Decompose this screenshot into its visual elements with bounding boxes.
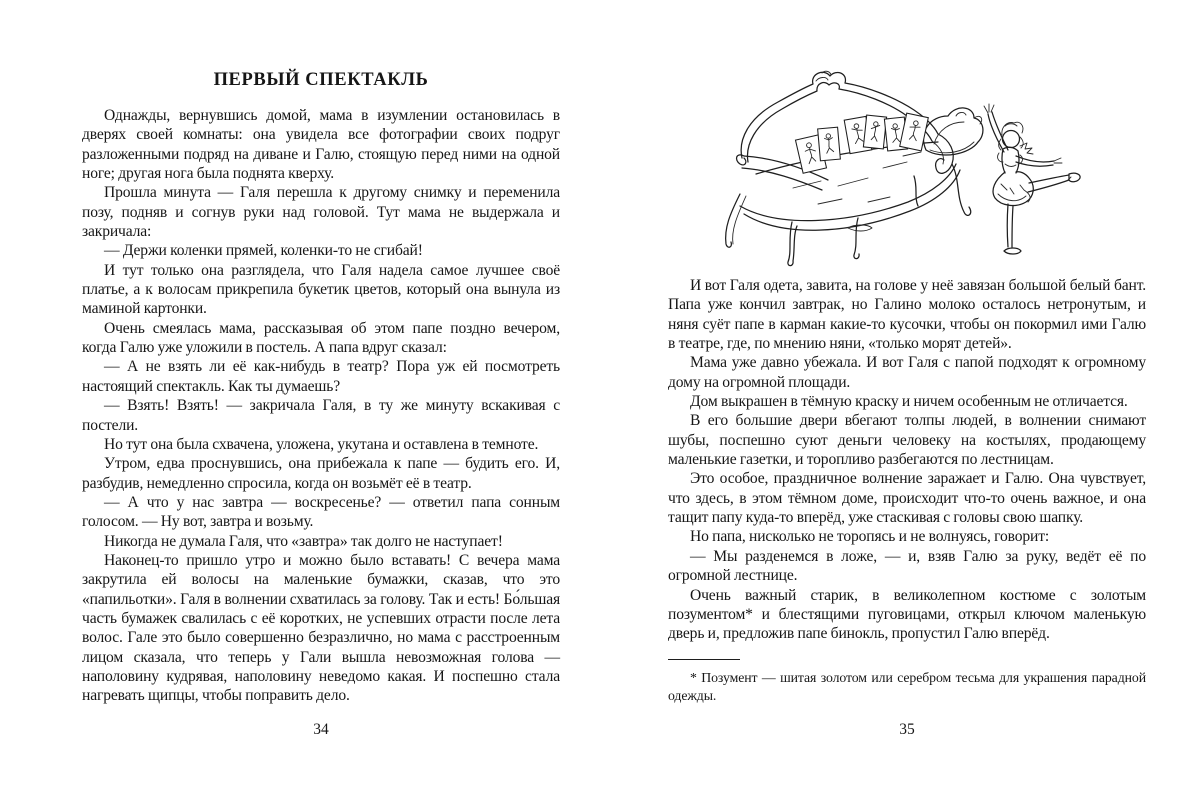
- chapter-title: ПЕРВЫЙ СПЕКТАКЛЬ: [213, 70, 429, 90]
- photo-card: [863, 115, 886, 149]
- footnote-divider: [668, 659, 740, 660]
- page-number-left: 34: [313, 721, 329, 738]
- paragraph: Но тут она была схвачена, уложена, укутана и оставлена в темноте.: [104, 435, 539, 453]
- paragraph: Это особое, праздничное волнение заражает и Галю. Она чувствует, что здесь, в этом тёмном доме, происходит что-то очень важное, и она тащит папу куда-то вперёд, уже стаскивая с головы свою шапку.: [668, 470, 1146, 527]
- paragraph: — Взять! Взять! — закричала Галя, в ту же минуту вскакивая с постели.: [82, 397, 560, 434]
- paragraph: Очень важный старик, в великолепном костюме с золотым позументом* и блестящими пуговицами, открыл ключом маленькую дверь и, предложив папе бинокль, пропустил Галю вперёд.: [668, 586, 1146, 643]
- page-right: [668, 276, 1146, 705]
- paragraph: — Держи коленки прямей, коленки-то не сгибай!: [104, 242, 423, 260]
- paragraph: В его большие двери вбегают толпы людей, в волнении снимают шубы, поспешно суют деньги человеку на костылях, продающему маленькие газетки, и торопливо разбегаются по лестницам.: [668, 412, 1146, 469]
- page-number-right: 35: [899, 721, 915, 738]
- paragraph: Прошла минута — Галя перешла к другому снимку и переменила позу, подняв и согнув руки над головой. Тут мама не выдержала и закричала:: [82, 184, 560, 241]
- footnote-block: [668, 659, 1146, 705]
- footnote: * Позумент — шитая золотом или серебром тесьма для украшения парадной одежды.: [668, 669, 1146, 703]
- paragraph: Дом выкрашен в тёмную краску и ничем особенным не отличается.: [690, 393, 1128, 411]
- paragraph: Мама уже давно убежала. И вот Галя с папой подходят к огромному дому на огромной площади.: [668, 354, 1146, 391]
- paragraph: И вот Галя одета, завита, на голове у неё завязан большой белый бант. Папа уже кончил завтрак, но Галино молоко осталось нетронутым, и няня суёт папе в карман какие-то кусочки, чтобы он покормил ими Галю в театре, где, по мнению няни, «только морят детей».: [668, 277, 1146, 353]
- paragraph: Очень смеялась мама, рассказывая об этом папе поздно вечером, когда Галю уже уложили в постель. А папа вдруг сказал:: [82, 319, 560, 357]
- paragraph: Наконец-то пришло утро и можно было вставать! С вечера мама закрутила ей волосы на маленькие бумажки, сказав, что это «папильотки». Галя в волнении схватилась за голову. Так и есть! Бо́льшая часть бумажек свалилась с её коротких, не успевших отрасти после лета волос. Гале это было совершенно безразлично, но мама с расстроенным лицом сказала, что теперь у Гали вышла невозможная голова — наполовину кудрявая, наполовину неведомо какая. И поспешно стала нагревать щипцы, чтобы поправить дело.: [82, 551, 560, 705]
- paragraph: И тут только она разглядела, что Галя надела самое лучшее своё платье, а к волосам прикрепила букетик цветов, который она вынула из маминой картонки.: [82, 261, 560, 318]
- paragraph: — А что у нас завтра — воскресенье? — ответил папа сонным голосом. — Ну вот, завтра и возьму.: [82, 493, 560, 531]
- photo-card: [818, 127, 841, 161]
- pillow: [923, 108, 982, 155]
- paragraph: Однажды, вернувшись домой, мама в изумлении остановилась в дверях своей комнаты: она увидела все фотографии своих подруг разложенными подряд на диване и Галю, стоящую перед ними на одной ноге; другая нога была поднята кверху.: [82, 107, 560, 183]
- paragraph: — А не взять ли её как-нибудь в театр? Пора уж ей посмотреть настоящий спектакль. Как ты думаешь?: [82, 358, 560, 395]
- page-left: [82, 70, 560, 706]
- paragraph: Но папа, нисколько не торопясь и не волнуясь, говорит:: [690, 528, 1050, 546]
- sofa-illustration: [698, 56, 1090, 274]
- paragraph: Утром, едва проснувшись, она прибежала к папе — будить его. И, разбудив, немедленно спросила, когда он возьмёт её в театр.: [82, 455, 560, 492]
- paragraph: Никогда не думала Галя, что «завтра» так долго не наступает!: [104, 532, 503, 550]
- dancing-girl: [984, 104, 1080, 254]
- paragraph: — Мы разденемся в ложе, — и, взяв Галю за руку, ведёт её по огромной лестнице.: [668, 547, 1146, 585]
- photo-cards: [795, 113, 928, 173]
- sofa: [726, 71, 971, 265]
